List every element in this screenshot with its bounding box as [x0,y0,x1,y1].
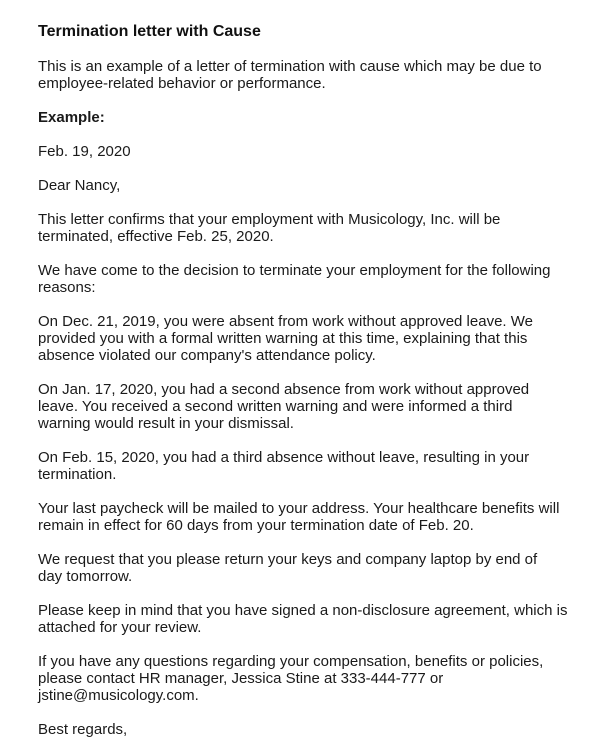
paragraph-first-absence [38,313,583,364]
paragraph-contact [38,653,583,704]
paragraph-paycheck [38,500,583,534]
paragraph-line: absence violated our company's attendance policy. [38,347,376,364]
intro-paragraph [38,58,583,92]
paragraph-line: provided you with a formal written warning at this time, explaining that this [38,330,528,347]
intro-line: employee-related behavior or performance. [38,75,326,92]
paragraph-third-absence [38,449,583,483]
paragraph-line: On Jan. 17, 2020, you had a second absence from work without approved [38,381,530,398]
paragraph-line: We have come to the decision to terminate your employment for the following [38,262,551,279]
paragraph-line: please contact HR manager, Jessica Stine at 333-444-777 or [38,670,444,687]
letter-closing: Best regards, [38,721,128,738]
paragraph-line: leave. You received a second written warning and were informed a third [38,398,513,415]
intro-line: This is an example of a letter of termination with cause which may be due to [38,58,542,75]
paragraph-line: Your last paycheck will be mailed to your address. Your healthcare benefits will [38,500,560,517]
letter-date: Feb. 19, 2020 [38,143,131,160]
paragraph-return-items [38,551,583,585]
paragraph-line: Please keep in mind that you have signed a non-disclosure agreement, which is [38,602,568,619]
paragraph-line: jstine@musicology.com. [38,687,199,704]
paragraph-confirmation [38,211,583,245]
paragraph-line: We request that you please return your keys and company laptop by end of [38,551,538,568]
letter-salutation: Dear Nancy, [38,177,121,194]
paragraph-line: This letter confirms that your employment with Musicology, Inc. will be [38,211,501,228]
paragraph-line: remain in effect for 60 days from your termination date of Feb. 20. [38,517,474,534]
paragraph-line: On Dec. 21, 2019, you were absent from work without approved leave. We [38,313,533,330]
paragraph-line: attached for your review. [38,619,202,636]
paragraph-line: terminated, effective Feb. 25, 2020. [38,228,274,245]
paragraph-second-absence [38,381,583,432]
paragraph-line: On Feb. 15, 2020, you had a third absence without leave, resulting in your [38,449,530,466]
paragraph-line: warning would result in your dismissal. [38,415,294,432]
letter-document [38,22,583,755]
paragraph-line: If you have any questions regarding your compensation, benefits or policies, [38,653,544,670]
paragraph-line: termination. [38,466,117,483]
paragraph-decision [38,262,583,296]
page-title: Termination letter with Cause [38,23,261,40]
paragraph-nda [38,602,583,636]
paragraph-line: day tomorrow. [38,568,133,585]
paragraph-line: reasons: [38,279,96,296]
example-label: Example: [38,109,105,126]
